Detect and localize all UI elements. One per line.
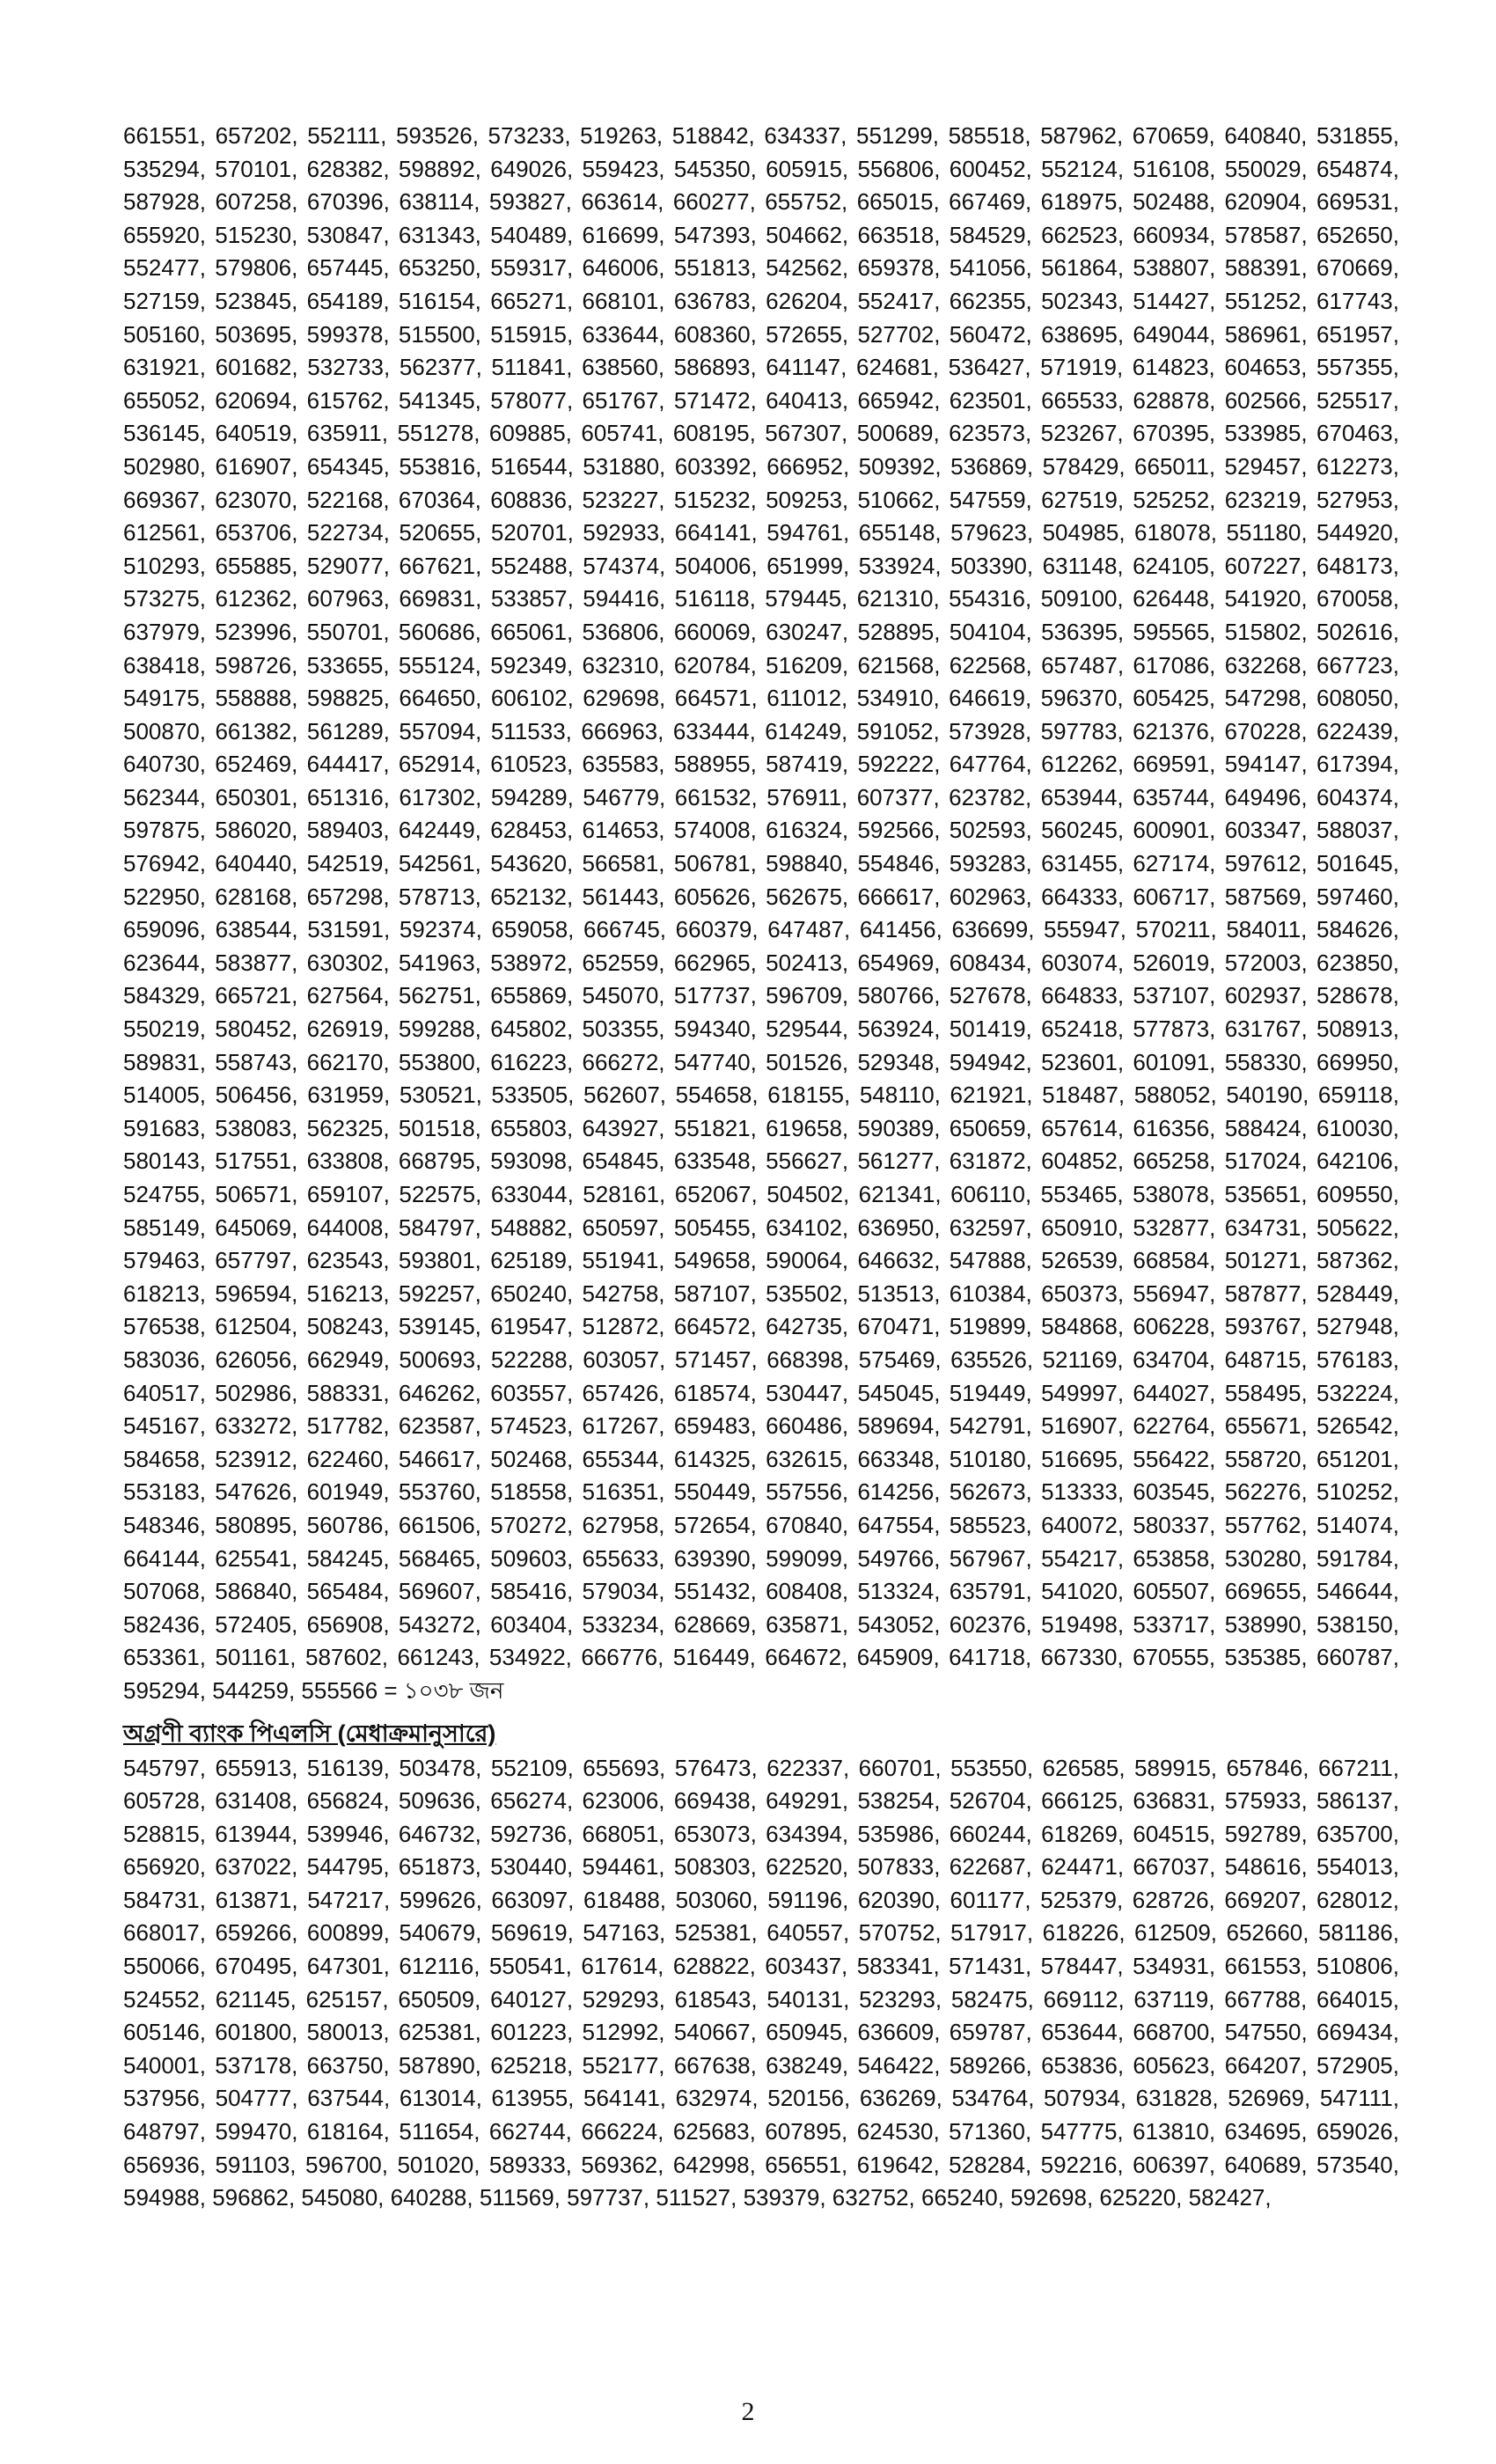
roll-number-list-block-1: 661551, 657202, 552111, 593526, 573233, 519263, 518842, 634337, 551299, 585518, 587962, 670659, 640840, 531855, 535294, 570101, 628382, 598892, 649026, 559423, 545350, 605915, 556806, 600452, 552124, 516108, 550029, 654874, 587928, 607258, 670396, 638114, 593827, 663614, 660277, 655752, 665015, 667469, 618975, 502488, 620904, 669531, 655920, 515230, 530847, 631343, 540489, 616699, 547393, 504662, 663518, 584529, 662523, 660934, 578587, 652650, 552477, 579806, 657445, 653250, 559317, 646006, 551813, 542562, 659378, 541056, 561864, 538807, 588391, 670669, 527159, 523845, 654189, 516154, 665271, 668101, 636783, 626204, 552417, 662355, 502343, 514427, 551252, 617743, 505160, 503695, 599378, 515500, 515915, 633644, 608360, 572655, 527702, 560472, 638695, 649044, 586961, 651957, 631921, 601682, 532733, 562377, 511841, 638560, 586893, 641147, 624681, 536427, 571919, 614823, 604653, 557355, 655052, 620694, 615762, 541345, 578077, 651767, 571472, 640413, 665942, 623501, 665533, 628878, 602566, 525517, 536145, 640519, 635911, 551278, 609885, 605741, 608195, 567307, 500689, 623573, 523267, 670395, 533985, 670463, 502980, 616907, 654345, 553816, 516544, 531880, 603392, 666952, 509392, 536869, 578429, 665011, 529457, 612273, 669367, 623070, 522168, 670364, 608836, 523227, 515232, 509253, 510662, 547559, 627519, 525252, 623219, 527953, 612561, 653706, 522734, 520655, 520701, 592933, 664141, 594761, 655148, 579623, 504985, 618078, 551180, 544920, 510293, 655885, 529077, 667621, 552488, 574374, 504006, 651999, 533924, 503390, 631148, 624105, 607227, 648173, 573275, 612362, 607963, 669831, 533857, 594416, 516118, 579445, 621310, 554316, 509100, 626448, 541920, 670058, 637979, 523996, 550701, 560686, 665061, 536806, 660069, 630247, 528895, 504104, 536395, 595565, 515802, 502616, 638418, 598726, 533655, 555124, 592349, 632310, 620784, 516209, 621568, 622568, 657487, 617086, 632268, 667723, 549175, 558888, 598825, 664650, 606102, 629698, 664571, 611012, 534910, 646619, 596370, 605425, 547298, 608050, 500870, 661382, 561289, 557094, 511533, 666963, 633444, 614249, 591052, 573928, 597783, 621376, 670228, 622439, 640730, 652469, 644417, 652914, 610523, 635583, 588955, 587419, 592222, 647764, 612262, 669591, 594147, 617394, 562344, 650301, 651316, 617302, 594289, 546779, 661532, 576911, 607377, 623782, 653944, 635744, 649496, 604374, 597875, 586020, 589403, 642449, 628453, 614653, 574008, 616324, 592566, 502593, 560245, 600901, 603347, 588037, 576942, 640440, 542519, 542561, 543620, 566581, 506781, 598840, 554846, 593283, 631455, 627174, 597612, 501645, 522950, 628168, 657298, 578713, 652132, 561443, 605626, 562675, 666617, 602963, 664333, 606717, 587569, 597460, 659096, 638544, 531591, 592374, 659058, 666745, 660379, 647487, 641456, 636699, 555947, 570211, 584011, 584626, 623644, 583877, 630302, 541963, 538972, 652559, 662965, 502413, 654969, 608434, 603074, 526019, 572003, 623850, 584329, 665721, 627564, 562751, 655869, 545070, 517737, 596709, 580766, 527678, 664833, 537107, 602937, 528678, 550219, 580452, 626919, 599288, 645802, 503355, 594340, 529544, 563924, 501419, 652418, 577873, 631767, 508913, 589831, 558743, 662170, 553800, 616223, 666272, 547740, 501526, 529348, 594942, 523601, 601091, 558330, 669950, 514005, 506456, 631959, 530521, 533505, 562607, 554658, 618155, 548110, 621921, 518487, 588052, 540190, 659118, 591683, 538083, 562325, 501518, 655803, 643927, 551821, 619658, 590389, 650659, 657614, 616356, 588424, 610030, 580143, 517551, 633808, 668795, 593098, 654845, 633548, 556627, 561277, 631872, 604852, 665258, 517024, 642106, 524755, 506571, 659107, 522575, 633044, 528161, 652067, 504502, 621341, 606110, 553465, 538078, 535651, 609550, 585149, 645069, 644008, 584797, 548882, 650597, 505455, 634102, 636950, 632597, 650910, 532877, 634731, 505622, 579463, 657797, 623543, 593801, 625189, 551941, 549658, 590064, 646632, 547888, 526539, 668584, 501271, 587362, 618213, 596594, 516213, 592257, 650240, 542758, 587107, 535502, 513513, 610384, 650373, 556947, 587877, 528449, 576538, 612504, 508243, 539145, 619547, 512872, 664572, 642735, 670471, 519899, 584868, 606228, 593767, 527948, 583036, 626056, 662949, 500693, 522288, 603057, 571457, 668398, 575469, 635526, 521169, 634704, 648715, 576183, 640517, 502986, 588331, 646262, 603557, 657426, 618574, 530447, 545045, 519449, 549997, 644027, 558495, 532224, 545167, 633272, 517782, 623587, 574523, 617267, 659483, 660486, 589694, 542791, 516907, 622764, 655671, 526542, 584658, 523912, 622460, 546617, 502468, 655344, 614325, 632615, 663348, 510180, 516695, 556422, 558720, 651201, 553183, 547626, 601949, 553760, 518558, 516351, 550449, 557556, 614256, 562673, 513333, 603545, 562276, 510252, 548346, 580895, 560786, 661506, 570272, 627958, 572654, 670840, 647554, 585523, 640072, 580337, 557762, 514074, 664144, 625541, 584245, 568465, 509603, 655633, 639390, 599099, 549766, 567967, 554217, 653858, 530280, 591784, 507068, 586840, 565484, 569607, 585416, 579034, 551432, 608408, 513324, 635791, 541020, 605507, 669655, 546644, 582436, 572405, 656908, 543272, 603404, 533234, 628669, 635871, 543052, 602376, 519498, 533717, 538990, 538150, 653361, 501161, 587602, 661243, 534922, 666776, 516449, 664672, 645909, 641718, 667330, 670555, 535385, 660787, 595294, 544259, 555566 = ১০৩৮ জন	[123, 122, 1399, 1704]
section-heading-agrani-bank: অগ্রণী ব্যাংক পিএলসি (মেধাক্রমানুসারে)	[123, 1720, 496, 1747]
document-page	[123, 120, 1399, 2215]
roll-number-list-block-2: 545797, 655913, 516139, 503478, 552109, 655693, 576473, 622337, 660701, 553550, 626585, 589915, 657846, 667211, 605728, 631408, 656824, 509636, 656274, 623006, 669438, 649291, 538254, 526704, 666125, 636831, 575933, 586137, 528815, 613944, 539946, 646732, 592736, 668051, 653073, 634394, 535986, 660244, 618269, 604515, 592789, 635700, 656920, 637022, 544795, 651873, 530440, 594461, 508303, 622520, 507833, 622687, 624471, 667037, 548616, 554013, 584731, 613871, 547217, 599626, 663097, 618488, 503060, 591196, 620390, 601177, 525379, 628726, 669207, 628012, 668017, 659266, 600899, 540679, 569619, 547163, 525381, 640557, 570752, 517917, 618226, 612509, 652660, 581186, 550066, 670495, 647301, 612116, 550541, 617614, 628822, 603437, 583341, 571431, 578447, 534931, 661553, 510806, 524552, 621145, 625157, 650509, 640127, 529293, 618543, 540131, 523293, 582475, 669112, 637119, 667788, 664015, 605146, 601800, 580013, 625381, 601223, 512992, 540667, 650945, 636609, 659787, 653644, 668700, 547550, 669434, 540001, 537178, 663750, 587890, 625218, 552177, 667638, 638249, 546422, 589266, 653836, 605623, 664207, 572905, 537956, 504777, 637544, 613014, 613955, 564141, 632974, 520156, 636269, 534764, 507934, 631828, 526969, 547111, 648797, 599470, 618164, 511654, 662744, 666224, 625683, 607895, 624530, 571360, 547775, 613810, 634695, 659026, 656936, 591103, 596700, 501020, 589333, 569362, 642998, 656551, 619642, 528284, 592216, 606397, 640689, 573540, 594988, 596862, 545080, 640288, 511569, 597737, 511527, 539379, 632752, 665240, 592698, 625220, 582427,	[123, 1754, 1399, 2211]
page-number: 2	[741, 2397, 755, 2426]
